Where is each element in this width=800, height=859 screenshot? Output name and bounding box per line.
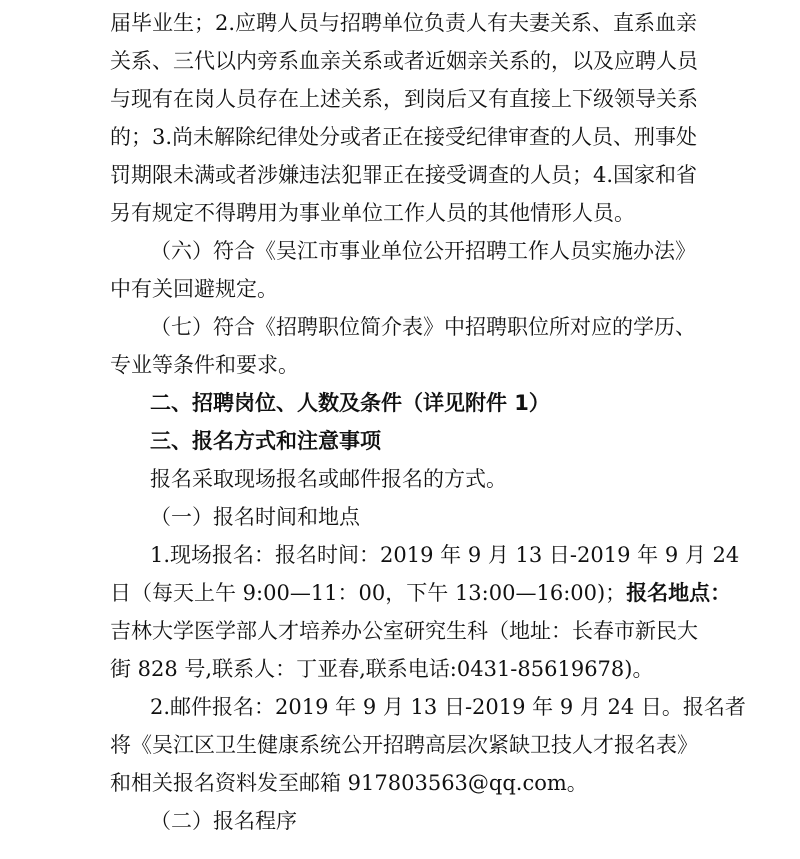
section-heading-2: 二、招聘岗位、人数及条件（详见附件 1） (150, 391, 550, 415)
text-line: 中有关回避规定。 (110, 277, 278, 301)
text-line: （七）符合《招聘职位简介表》中招聘职位所对应的学历、 (150, 315, 696, 339)
text-line (110, 580, 732, 606)
text-line: 街 828 号,联系人：丁亚春,联系电话:0431-85619678)。 (110, 657, 654, 681)
text-line: （六）符合《吴江市事业单位公开招聘工作人员实施办法》 (150, 239, 696, 263)
text-line: 届毕业生；2.应聘人员与招聘单位负责人有夫妻关系、直系血亲 (110, 11, 698, 35)
text-line: 将《吴江区卫生健康系统公开招聘高层次紧缺卫技人才报名表》 (110, 733, 698, 757)
section-heading-3: 三、报名方式和注意事项 (150, 429, 381, 453)
bold-label: 报名地点： (626, 581, 732, 605)
text-line: 1.现场报名：报名时间：2019 年 9 月 13 日-2019 年 9 月 24 (150, 543, 740, 567)
text-line: 和相关报名资料发至邮箱 917803563@qq.com。 (110, 771, 588, 795)
text-line: 与现有在岗人员存在上述关系，到岗后又有直接上下级领导关系 (110, 87, 698, 111)
text-line: 报名采取现场报名或邮件报名的方式。 (150, 467, 507, 491)
text-line: 的；3.尚未解除纪律处分或者正在接受纪律审查的人员、刑事处 (110, 125, 698, 149)
text-line: 专业等条件和要求。 (110, 353, 299, 377)
text-line: 另有规定不得聘用为事业单位工作人员的其他情形人员。 (110, 201, 635, 225)
text-line: 2.邮件报名：2019 年 9 月 13 日-2019 年 9 月 24 日。报名者 (150, 695, 746, 719)
subheading-1: （一）报名时间和地点 (150, 505, 360, 529)
subheading-2: （二）报名程序 (150, 809, 297, 833)
text-line: 关系、三代以内旁系血亲关系或者近姻亲关系的，以及应聘人员 (110, 49, 698, 73)
text-span: 日（每天上午 9:00—11：00，下午 13:00—16:00)； (110, 581, 627, 605)
text-line: 罚期限未满或者涉嫌违法犯罪正在接受调查的人员；4.国家和省 (110, 163, 698, 187)
text-line: 吉林大学医学部人才培养办公室研究生科（地址：长春市新民大 (110, 619, 698, 643)
